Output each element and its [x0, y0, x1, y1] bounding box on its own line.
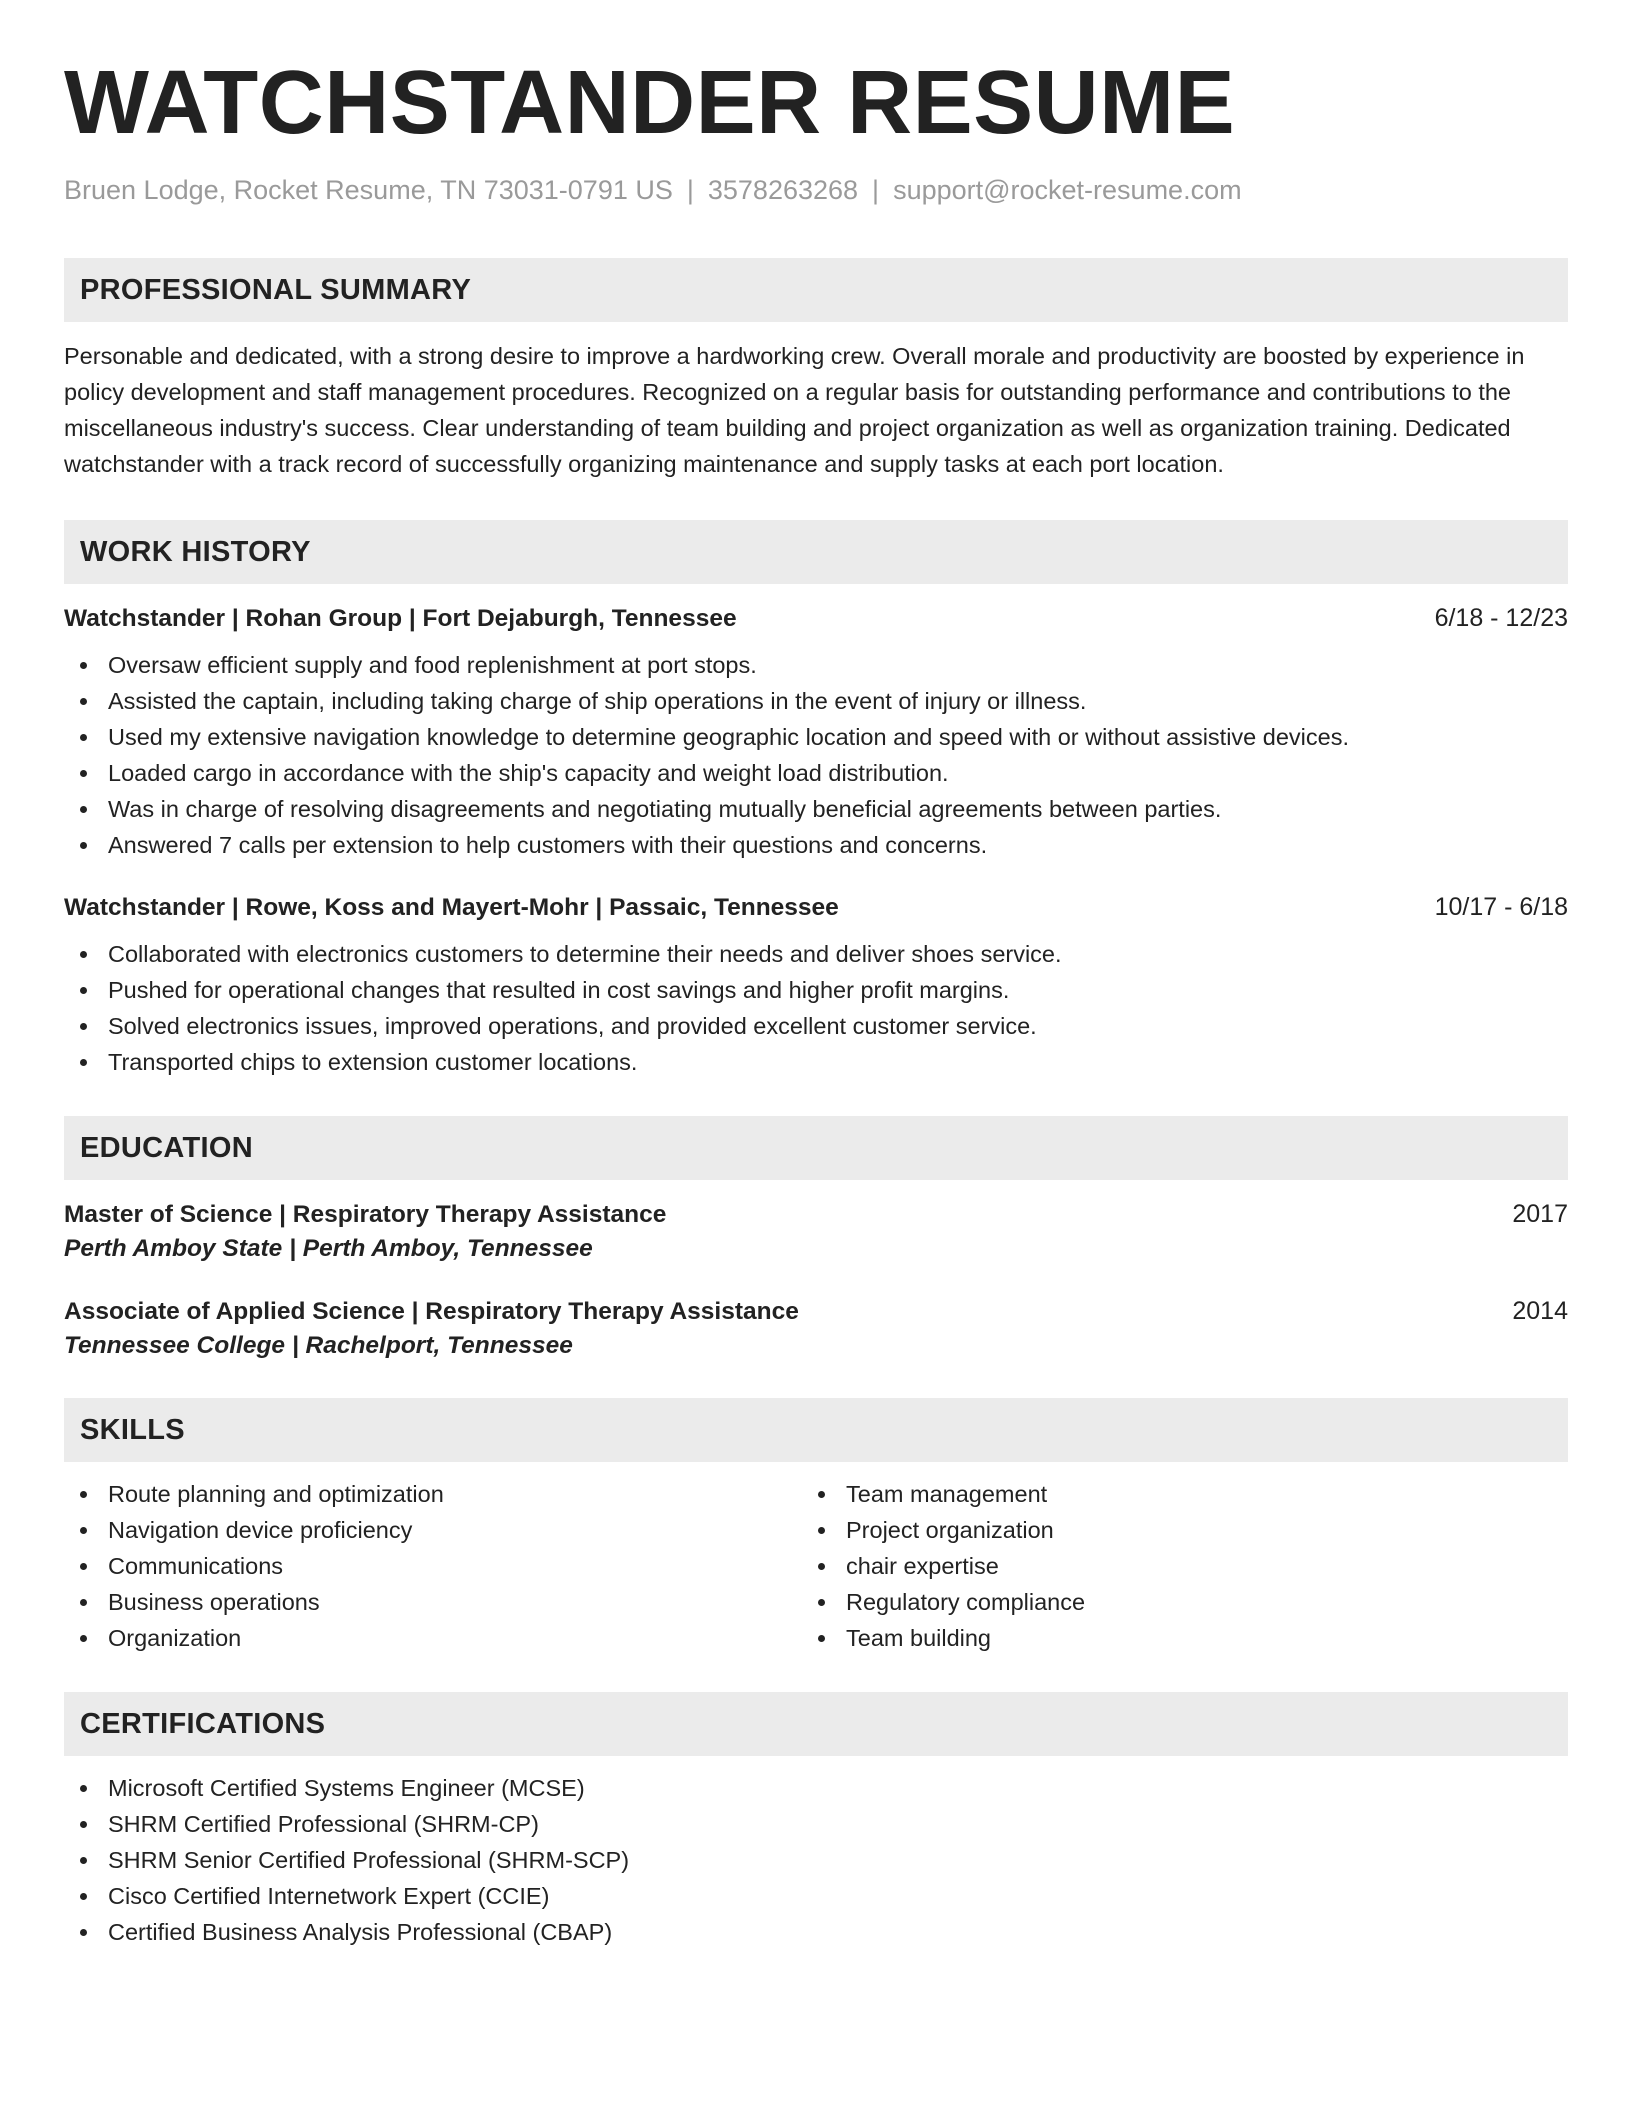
job-header-row [64, 604, 1568, 633]
skill-text: Communications [108, 1553, 284, 1580]
certification-text: Cisco Certified Internetwork Expert (CCIE) [108, 1883, 550, 1910]
bullet-dot [80, 734, 87, 741]
list-item [64, 1476, 802, 1512]
bullet-dot [80, 1893, 87, 1900]
list-item [64, 1008, 1568, 1044]
list-item [64, 1842, 1568, 1878]
bullet-text: Collaborated with electronics customers to determine their needs and deliver shoes service. [108, 941, 1062, 968]
bullet-dot [80, 1599, 87, 1606]
section-header-work-history: WORK HISTORY [64, 520, 1568, 584]
skill-text: Navigation device proficiency [108, 1517, 413, 1544]
list-item [802, 1476, 1540, 1512]
bullet-dot [818, 1599, 825, 1606]
bullet-dot [80, 987, 87, 994]
bullet-dot [818, 1635, 825, 1642]
bullet-text: Solved electronics issues, improved operations, and provided excellent customer service. [108, 1013, 1037, 1040]
bullet-text: Answered 7 calls per extension to help customers with their questions and concerns. [108, 832, 988, 859]
bullet-dot [818, 1527, 825, 1534]
skills-list [802, 1476, 1540, 1656]
skills-list [64, 1476, 802, 1656]
bullet-dot [80, 1491, 87, 1498]
contact-email: support@rocket-resume.com [893, 175, 1242, 205]
job-bullets [64, 647, 1568, 863]
job-dates: 10/17 - 6/18 [1434, 893, 1568, 922]
education-degree: Master of Science | Respiratory Therapy Assistance [64, 1201, 667, 1229]
bullet-text: Assisted the captain, including taking charge of ship operations in the event of injury or illness. [108, 688, 1087, 715]
skills-columns [64, 1476, 1568, 1656]
list-item [802, 1584, 1540, 1620]
certifications-list [64, 1770, 1568, 1950]
list-item [64, 1584, 802, 1620]
bullet-dot [80, 698, 87, 705]
bullet-dot [80, 1821, 87, 1828]
section-header-skills: SKILLS [64, 1398, 1568, 1462]
list-item [64, 1620, 802, 1656]
job-bullets [64, 936, 1568, 1080]
list-item [64, 972, 1568, 1008]
list-item [64, 1806, 1568, 1842]
bullet-dot [80, 1785, 87, 1792]
job-header-row [64, 893, 1568, 922]
skills-column-left [64, 1476, 802, 1656]
bullet-dot [818, 1491, 825, 1498]
list-item [64, 1044, 1568, 1080]
bullet-dot [80, 770, 87, 777]
education-header-row [64, 1297, 1568, 1326]
certification-text: SHRM Senior Certified Professional (SHRM-SCP) [108, 1847, 630, 1874]
section-header-summary: PROFESSIONAL SUMMARY [64, 258, 1568, 322]
bullet-dot [80, 1563, 87, 1570]
bullet-dot [80, 1857, 87, 1864]
job-dates: 6/18 - 12/23 [1434, 604, 1568, 633]
education-degree: Associate of Applied Science | Respiratory Therapy Assistance [64, 1298, 799, 1326]
list-item [64, 1914, 1568, 1950]
bullet-text: Was in charge of resolving disagreements and negotiating mutually beneficial agreements between parties. [108, 796, 1222, 823]
list-item [64, 1512, 802, 1548]
skill-text: Team management [846, 1481, 1048, 1508]
list-item [802, 1548, 1540, 1584]
education-entry [64, 1297, 1568, 1360]
contact-phone: 3578263268 [707, 175, 859, 205]
skill-text: chair expertise [846, 1553, 999, 1580]
skill-text: Team building [846, 1625, 992, 1652]
skill-text: Organization [108, 1625, 242, 1652]
list-item [64, 936, 1568, 972]
education-header-row [64, 1200, 1568, 1229]
bullet-dot [80, 951, 87, 958]
education-entry [64, 1200, 1568, 1263]
list-item [802, 1620, 1540, 1656]
job-entry [64, 604, 1568, 863]
list-item [64, 1770, 1568, 1806]
bullet-dot [80, 1635, 87, 1642]
list-item [64, 755, 1568, 791]
skill-text: Business operations [108, 1589, 320, 1616]
certification-text: SHRM Certified Professional (SHRM-CP) [108, 1811, 539, 1838]
contact-separator: | [872, 175, 880, 205]
list-item [64, 719, 1568, 755]
list-item [802, 1512, 1540, 1548]
bullet-text: Used my extensive navigation knowledge to determine geographic location and speed with or without assistive devices. [108, 724, 1349, 751]
bullet-dot [80, 1527, 87, 1534]
section-header-certifications: CERTIFICATIONS [64, 1692, 1568, 1756]
bullet-dot [80, 806, 87, 813]
contact-line [64, 174, 1568, 206]
education-school: Tennessee College | Rachelport, Tennessee [64, 1332, 573, 1360]
certification-text: Certified Business Analysis Professional (CBAP) [108, 1919, 613, 1946]
bullet-dot [80, 662, 87, 669]
bullet-dot [80, 1929, 87, 1936]
job-entry [64, 893, 1568, 1080]
skills-column-right [802, 1476, 1540, 1656]
bullet-text: Pushed for operational changes that resulted in cost savings and higher profit margins. [108, 977, 1010, 1004]
bullet-dot [80, 1059, 87, 1066]
job-title: Watchstander | Rohan Group | Fort Dejaburgh, Tennessee [64, 605, 737, 633]
contact-separator: | [686, 175, 694, 205]
bullet-text: Transported chips to extension customer locations. [108, 1049, 638, 1076]
bullet-dot [818, 1563, 825, 1570]
resume-title: WATCHSTANDER RESUME [64, 53, 1236, 153]
education-school: Perth Amboy State | Perth Amboy, Tennessee [64, 1235, 593, 1263]
section-header-education: EDUCATION [64, 1116, 1568, 1180]
list-item [64, 1548, 802, 1584]
skill-text: Project organization [846, 1517, 1054, 1544]
bullet-dot [80, 842, 87, 849]
summary-text: Personable and dedicated, with a strong desire to improve a hardworking crew. Overall morale and productivity are boosted by experience in policy development and staff management procedures. Recognized on a regular basis for outstanding performance and contributions to the miscellaneous industry's success. Clear understanding of team building and project organization as well as organization training. Dedicated watchstander with a track record of successfully organizing maintenance and supply tasks at each port location. [64, 343, 1525, 478]
list-item [64, 647, 1568, 683]
list-item [64, 1878, 1568, 1914]
skill-text: Route planning and optimization [108, 1481, 444, 1508]
education-year: 2014 [1512, 1297, 1568, 1326]
list-item [64, 827, 1568, 863]
skill-text: Regulatory compliance [846, 1589, 1086, 1616]
bullet-text: Oversaw efficient supply and food replenishment at port stops. [108, 652, 757, 679]
list-item [64, 683, 1568, 719]
certification-text: Microsoft Certified Systems Engineer (MCSE) [108, 1775, 585, 1802]
contact-address: Bruen Lodge, Rocket Resume, TN 73031-0791 US [64, 175, 673, 205]
bullet-dot [80, 1023, 87, 1030]
list-item [64, 791, 1568, 827]
bullet-text: Loaded cargo in accordance with the ship's capacity and weight load distribution. [108, 760, 949, 787]
education-year: 2017 [1512, 1200, 1568, 1229]
job-title: Watchstander | Rowe, Koss and Mayert-Mohr | Passaic, Tennessee [64, 894, 839, 922]
